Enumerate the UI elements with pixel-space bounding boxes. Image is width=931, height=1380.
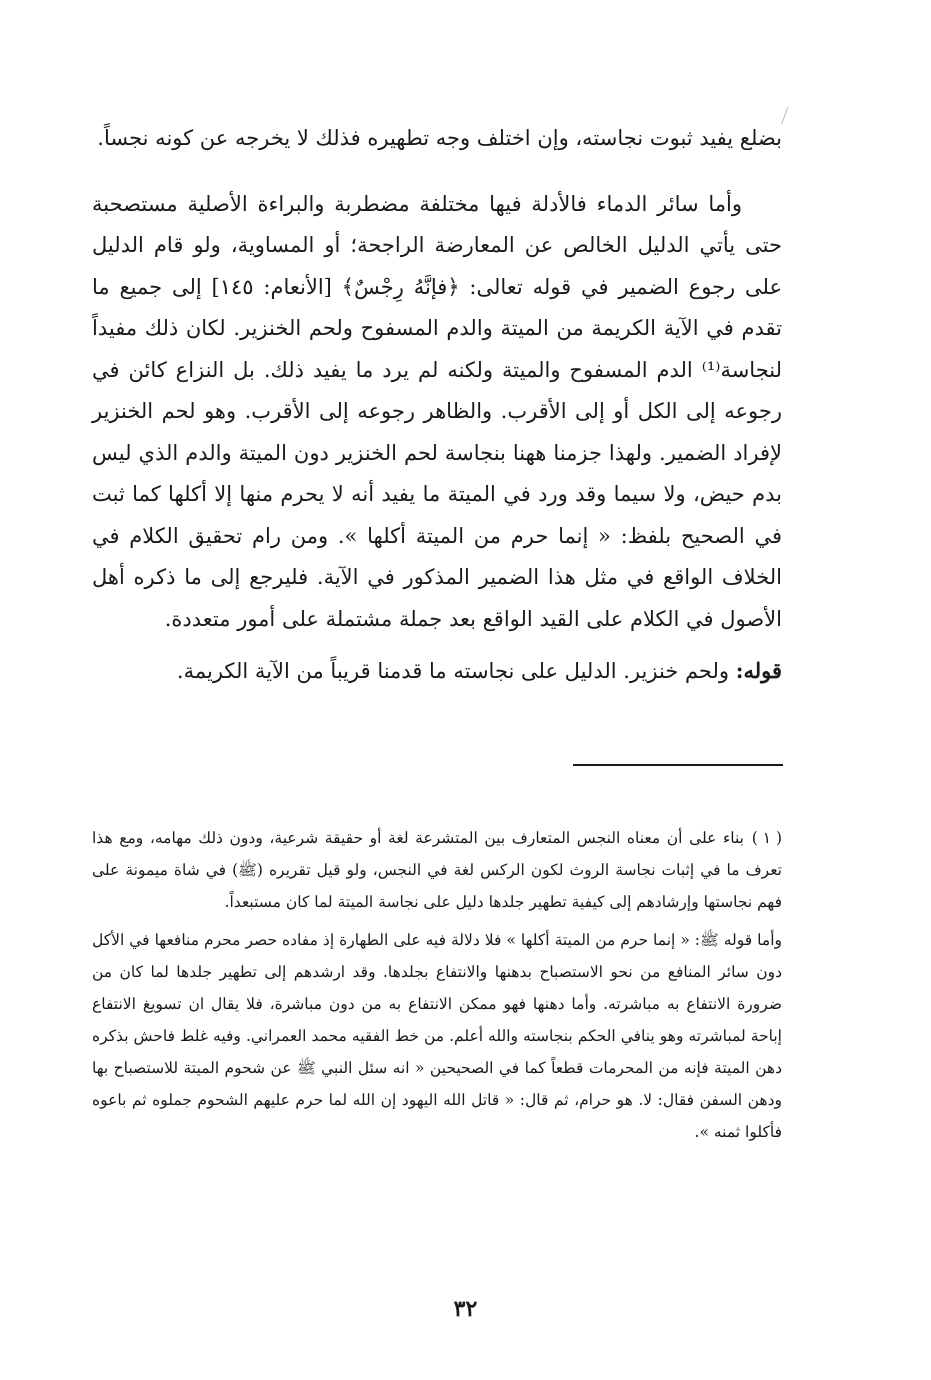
footnotes bbox=[92, 822, 782, 1148]
paragraph-3 bbox=[92, 650, 782, 693]
footnote-number: ( ١ ) bbox=[751, 829, 782, 847]
footnote-1-text: بناء على أن معناه النجس المتعارف بين المتشرعة لغة أو حقيقة شرعية، ودون ذلك مهامه، ومع هذا تعرف ما في إثبات نجاسة الروث لكون الركس لغة في النجس، ولو قيل تقريره (ﷺ) في شاة ميمونة على فهم نجاستها وإرشادهم إلى كيفية تطهير جلدها دليل على نجاسة الميتة لما كان مستبعداً. bbox=[92, 829, 782, 911]
paragraph-1: بضلع يفيد ثبوت نجاسته، وإن اختلف وجه تطهيره فذلك لا يخرجه عن كونه نجساً. bbox=[97, 126, 782, 150]
footnote-1-continued: وأما قوله ﷺ: « إنما حرم من الميتة أكلها » فلا دلالة فيه على الطهارة إذ مفاده حصر محرم منافعها في الأكل دون سائر المنافع من نحو الاستصباح بدهنها والانتفاع بجلدها. وقد ارشدهم إلى تطهير جلدها لما كان من ضرورة الانتفاع به مباشرته. وأما دهنها فهو ممكن الانتفاع به من دون مباشرة، فلا يقال ان تسويغ الانتفاع إباحة لمباشرته وهو ينافي الحكم بنجاسته والله أعلم. من خط الفقيه محمد العمراني. وفيه غلط فاحش بذكره دهن الميتة فإنه من المحرمات قطعاً كما في الصحيحين « انه سئل النبي ﷺ عن شحوم الميتة للاستصباح بها ودهن السفن فقال: لا. هو حرام، ثم قال: « قاتل الله اليهود إن الله لما حرم عليهم الشحوم جملوه ثم باعوه فأكلوا ثمنه ». bbox=[92, 931, 782, 1141]
paragraph-3-text: ولحم خنزير. الدليل على نجاسته ما قدمنا قريباً من الآية الكريمة. bbox=[176, 659, 736, 683]
scan-mark bbox=[781, 107, 796, 127]
footnote-separator bbox=[573, 764, 783, 766]
body-text bbox=[92, 118, 782, 693]
footnote-1 bbox=[92, 822, 782, 918]
paragraph-2: وأما سائر الدماء فالأدلة فيها مختلفة مضطربة والبراءة الأصلية مستصحبة حتى يأتي الدليل الخالص عن المعارضة الراجحة؛ أو المساوية، ولو قام الدليل على رجوع الضمير في قوله تعالى: ﴿فإنَّهُ رِجْسٌ﴾ [الأنعام: ١٤٥] إلى جميع ما تقدم في الآية الكريمة من الميتة والدم المسفوح ولحم الخنزير. لكان ذلك مفيداً لنجاسة⁽¹⁾ الدم المسفوح والميتة ولكنه لم يرد ما يفيد ذلك. بل النزاع كائن في رجوعه إلى الكل أو إلى الأقرب. والظاهر رجوعه إلى الأقرب. وهو لحم الخنزير لإفراد الضمير. ولهذا جزمنا ههنا بنجاسة لحم الخنزير دون الميتة والدم الذي ليس بدم حيض، ولا سيما وقد ورد في الميتة ما يفيد أنه لا يحرم منها إلا أكلها كما ثبت في الصحيح بلفظ: « إنما حرم من الميتة أكلها ». ومن رام تحقيق الكلام في الخلاف الواقع في مثل هذا الضمير المذكور في الآية. فليرجع إلى ما ذكره أهل الأصول في الكلام على القيد الواقع بعد جملة مشتملة على أمور متعددة. bbox=[92, 191, 782, 631]
main-text-block bbox=[92, 118, 782, 693]
qawluhu-label: قوله: bbox=[735, 658, 782, 683]
page-number: ٣٢ bbox=[453, 1296, 478, 1322]
